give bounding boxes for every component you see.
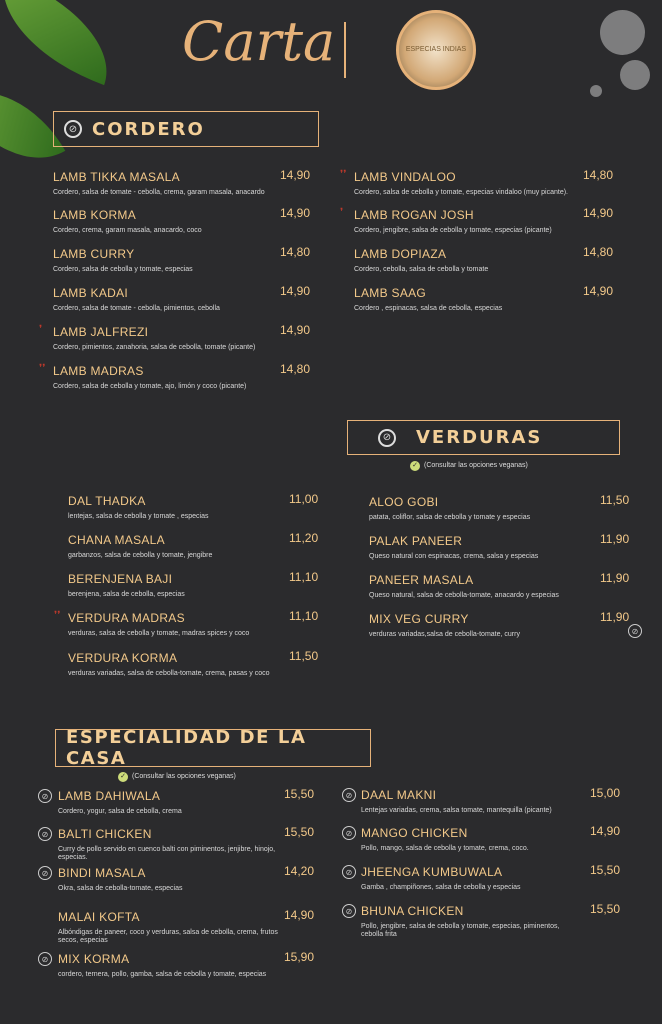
menu-item-price: 15,50 (590, 863, 621, 877)
menu-item-description: patata, coliflor, salsa de cebolla y tomate y especias (369, 514, 531, 521)
menu-item-description: Cordero, salsa de tomate - cebolla, crema, garam masala, anacardo (53, 189, 265, 196)
menu-item-description: Queso natural, salsa de cebolla-tomate, anacardo y especias (369, 592, 559, 599)
header-divider (344, 22, 346, 78)
vegan-icon: ✓ (118, 772, 128, 782)
menu-item-price: 14,90 (280, 206, 311, 220)
menu-item-name: MANGO CHICKEN (361, 826, 468, 840)
menu-item-name: LAMB MADRAS (53, 364, 144, 378)
menu-item-price: 14,20 (284, 864, 315, 878)
menu-item-name: JHEENGA KUMBUWALA (361, 865, 503, 879)
menu-item-price: 11,10 (289, 609, 319, 623)
paint-splatter (600, 10, 645, 55)
menu-item-price: 11,90 (600, 571, 630, 585)
menu-item-description: Cordero, salsa de cebolla y tomate, ajo, limón y coco (picante) (53, 383, 247, 390)
menu-item-name: LAMB KORMA (53, 208, 137, 222)
no-pork-icon: ⊘ (64, 120, 82, 138)
paint-splatter-2 (620, 60, 650, 90)
menu-item-price: 14,80 (280, 245, 311, 259)
menu-item-name: LAMB VINDALOO (354, 170, 456, 184)
no-meat-icon: ⊘ (378, 429, 396, 447)
menu-item-price: 14,90 (280, 284, 311, 298)
menu-item-name: MIX KORMA (58, 952, 130, 966)
menu-item-description: Cordero, jengibre, salsa de cebolla y tomate, especias (picante) (354, 227, 552, 234)
menu-item-description: lentejas, salsa de cebolla y tomate , especias (68, 513, 209, 520)
restaurant-logo (396, 10, 476, 90)
menu-item-price: 15,50 (590, 902, 621, 916)
menu-item-price: 11,20 (289, 531, 319, 545)
vegan-note (410, 461, 528, 471)
no-meat-icon-small: ⊘ (628, 624, 642, 638)
logo-text: ESPECIAS INDIAS (405, 46, 467, 54)
menu-item-description: cordero, ternera, pollo, gamba, salsa de cebolla y tomate, especias (58, 971, 267, 978)
no-meat-icon: ⊘ (342, 826, 356, 840)
menu-item-description: Lentejas variadas, crema, salsa tomate, mantequilla (picante) (361, 807, 552, 814)
menu-item-description: Cordero, cebolla, salsa de cebolla y tomate (354, 266, 489, 273)
menu-item-description: verduras variadas,salsa de cebolla-tomate, curry (369, 631, 520, 638)
menu-item-description: Cordero, salsa de tomate - cebolla, pimientos, cebolla (53, 305, 220, 312)
menu-item-name: MIX VEG CURRY (369, 612, 469, 626)
menu-item-price: 14,90 (280, 323, 311, 337)
menu-item-description: Cordero, crema, garam masala, anacardo, coco (53, 227, 202, 234)
menu-item-description: Queso natural con espinacas, crema, salsa y especias (369, 553, 539, 560)
menu-item-name: DAL THADKA (68, 494, 146, 508)
menu-item-price: 15,90 (284, 950, 315, 964)
vegan-note-text: (Consultar las opciones veganas) (424, 462, 528, 469)
spicy-icon: ❜❜ (340, 169, 347, 180)
menu-item-description: Cordero , espinacas, salsa de cebolla, especias (354, 305, 503, 312)
no-meat-icon: ⊘ (342, 865, 356, 879)
menu-item-description: Cordero, yogur, salsa de cebolla, crema (58, 808, 182, 815)
menu-item-description: Gamba , champiñones, salsa de cebolla y especias (361, 884, 521, 891)
menu-item-name: DAAL MAKNI (361, 788, 437, 802)
menu-item-description: Curry de pollo servido en cuenco balti con piminentos, jenjibre, hinojo, especias. (58, 846, 276, 862)
vegan-note-especialidad (118, 772, 236, 782)
no-meat-icon: ⊘ (342, 788, 356, 802)
no-meat-icon: ⊘ (38, 789, 52, 803)
menu-item-name: BHUNA CHICKEN (361, 904, 464, 918)
menu-item-name: PANEER MASALA (369, 573, 474, 587)
no-meat-icon: ⊘ (342, 904, 356, 918)
section-header-especialidad (55, 729, 371, 767)
menu-item-price: 15,50 (284, 787, 315, 801)
section-header-cordero (53, 111, 319, 147)
menu-item-description: Pollo, jengibre, salsa de cebolla y tomate, especias, piminentos, cebolla frita (361, 923, 560, 939)
no-meat-icon: ⊘ (38, 866, 52, 880)
menu-item-price: 11,00 (289, 492, 319, 506)
menu-item-description: Cordero, salsa de cebolla y tomate, especias vindaloo (muy picante). (354, 189, 568, 196)
spicy-icon: ❜❜ (54, 610, 61, 621)
vegan-icon: ✓ (410, 461, 420, 471)
section-title: VERDURAS (416, 427, 543, 448)
menu-item-description: garbanzos, salsa de cebolla y tomate, jengibre (68, 552, 213, 559)
menu-item-price: 14,80 (280, 362, 311, 376)
vegan-note-text: (Consultar las opciones veganas) (132, 773, 236, 780)
menu-item-price: 15,50 (284, 825, 315, 839)
menu-item-price: 11,90 (600, 532, 630, 546)
menu-item-price: 11,10 (289, 570, 319, 584)
page-title: Carta (182, 10, 336, 73)
menu-item-name: BERENJENA BAJI (68, 572, 173, 586)
menu-item-name: LAMB SAAG (354, 286, 427, 300)
spicy-icon: ❜ (340, 207, 344, 218)
menu-item-price: 14,90 (280, 168, 311, 182)
menu-item-name: LAMB CURRY (53, 247, 135, 261)
menu-item-name: ALOO GOBI (369, 495, 439, 509)
section-title: CORDERO (92, 118, 205, 140)
menu-item-price: 14,80 (583, 168, 614, 182)
section-title: ESPECIALIDAD DE LA CASA (66, 727, 307, 769)
menu-item-name: LAMB DAHIWALA (58, 789, 161, 803)
spicy-icon: ❜❜ (39, 363, 46, 374)
menu-item-price: 14,90 (590, 824, 621, 838)
menu-item-description: Cordero, salsa de cebolla y tomate, especias (53, 266, 193, 273)
spicy-icon: ❜ (39, 324, 43, 335)
menu-item-name: LAMB KADAI (53, 286, 129, 300)
menu-item-name: VERDURA MADRAS (68, 611, 185, 625)
menu-item-description: Cordero, pimientos, zanahoria, salsa de cebolla, tomate (picante) (53, 344, 256, 351)
menu-item-price: 14,90 (284, 908, 315, 922)
menu-item-description: Pollo, mango, salsa de cebolla y tomate, crema, coco. (361, 845, 529, 852)
menu-item-price: 11,90 (600, 610, 630, 624)
menu-item-name: CHANA MASALA (68, 533, 165, 547)
section-header-verduras (347, 420, 620, 455)
no-meat-icon: ⊘ (38, 827, 52, 841)
menu-item-name: LAMB TIKKA MASALA (53, 170, 180, 184)
menu-item-price: 11,50 (600, 493, 630, 507)
menu-item-name: MALAI KOFTA (58, 910, 140, 924)
menu-item-price: 14,80 (583, 245, 614, 259)
menu-item-name: LAMB DOPIAZA (354, 247, 447, 261)
menu-item-price: 11,50 (289, 649, 319, 663)
menu-item-name: LAMB ROGAN JOSH (354, 208, 474, 222)
menu-item-description: verduras, salsa de cebolla y tomate, madras spices y coco (68, 630, 250, 637)
menu-item-name: BINDI MASALA (58, 866, 146, 880)
menu-item-description: Okra, salsa de cebolla-tomate, especias (58, 885, 183, 892)
menu-item-description: Albóndigas de paneer, coco y verduras, salsa de cebolla, crema, frutos secos, especias (58, 929, 278, 945)
menu-item-price: 15,00 (590, 786, 621, 800)
paint-splatter-3 (590, 85, 602, 97)
menu-item-name: BALTI CHICKEN (58, 827, 152, 841)
menu-item-description: berenjena, salsa de cebolla, especias (68, 591, 185, 598)
no-meat-icon: ⊘ (38, 952, 52, 966)
menu-item-name: VERDURA KORMA (68, 651, 178, 665)
menu-item-description: verduras variadas, salsa de cebolla-tomate, crema, pasas y coco (68, 670, 270, 677)
menu-item-price: 14,90 (583, 206, 614, 220)
menu-item-name: PALAK PANEER (369, 534, 463, 548)
leaf-decoration (0, 0, 128, 85)
menu-item-price: 14,90 (583, 284, 614, 298)
menu-item-name: LAMB JALFREZI (53, 325, 149, 339)
